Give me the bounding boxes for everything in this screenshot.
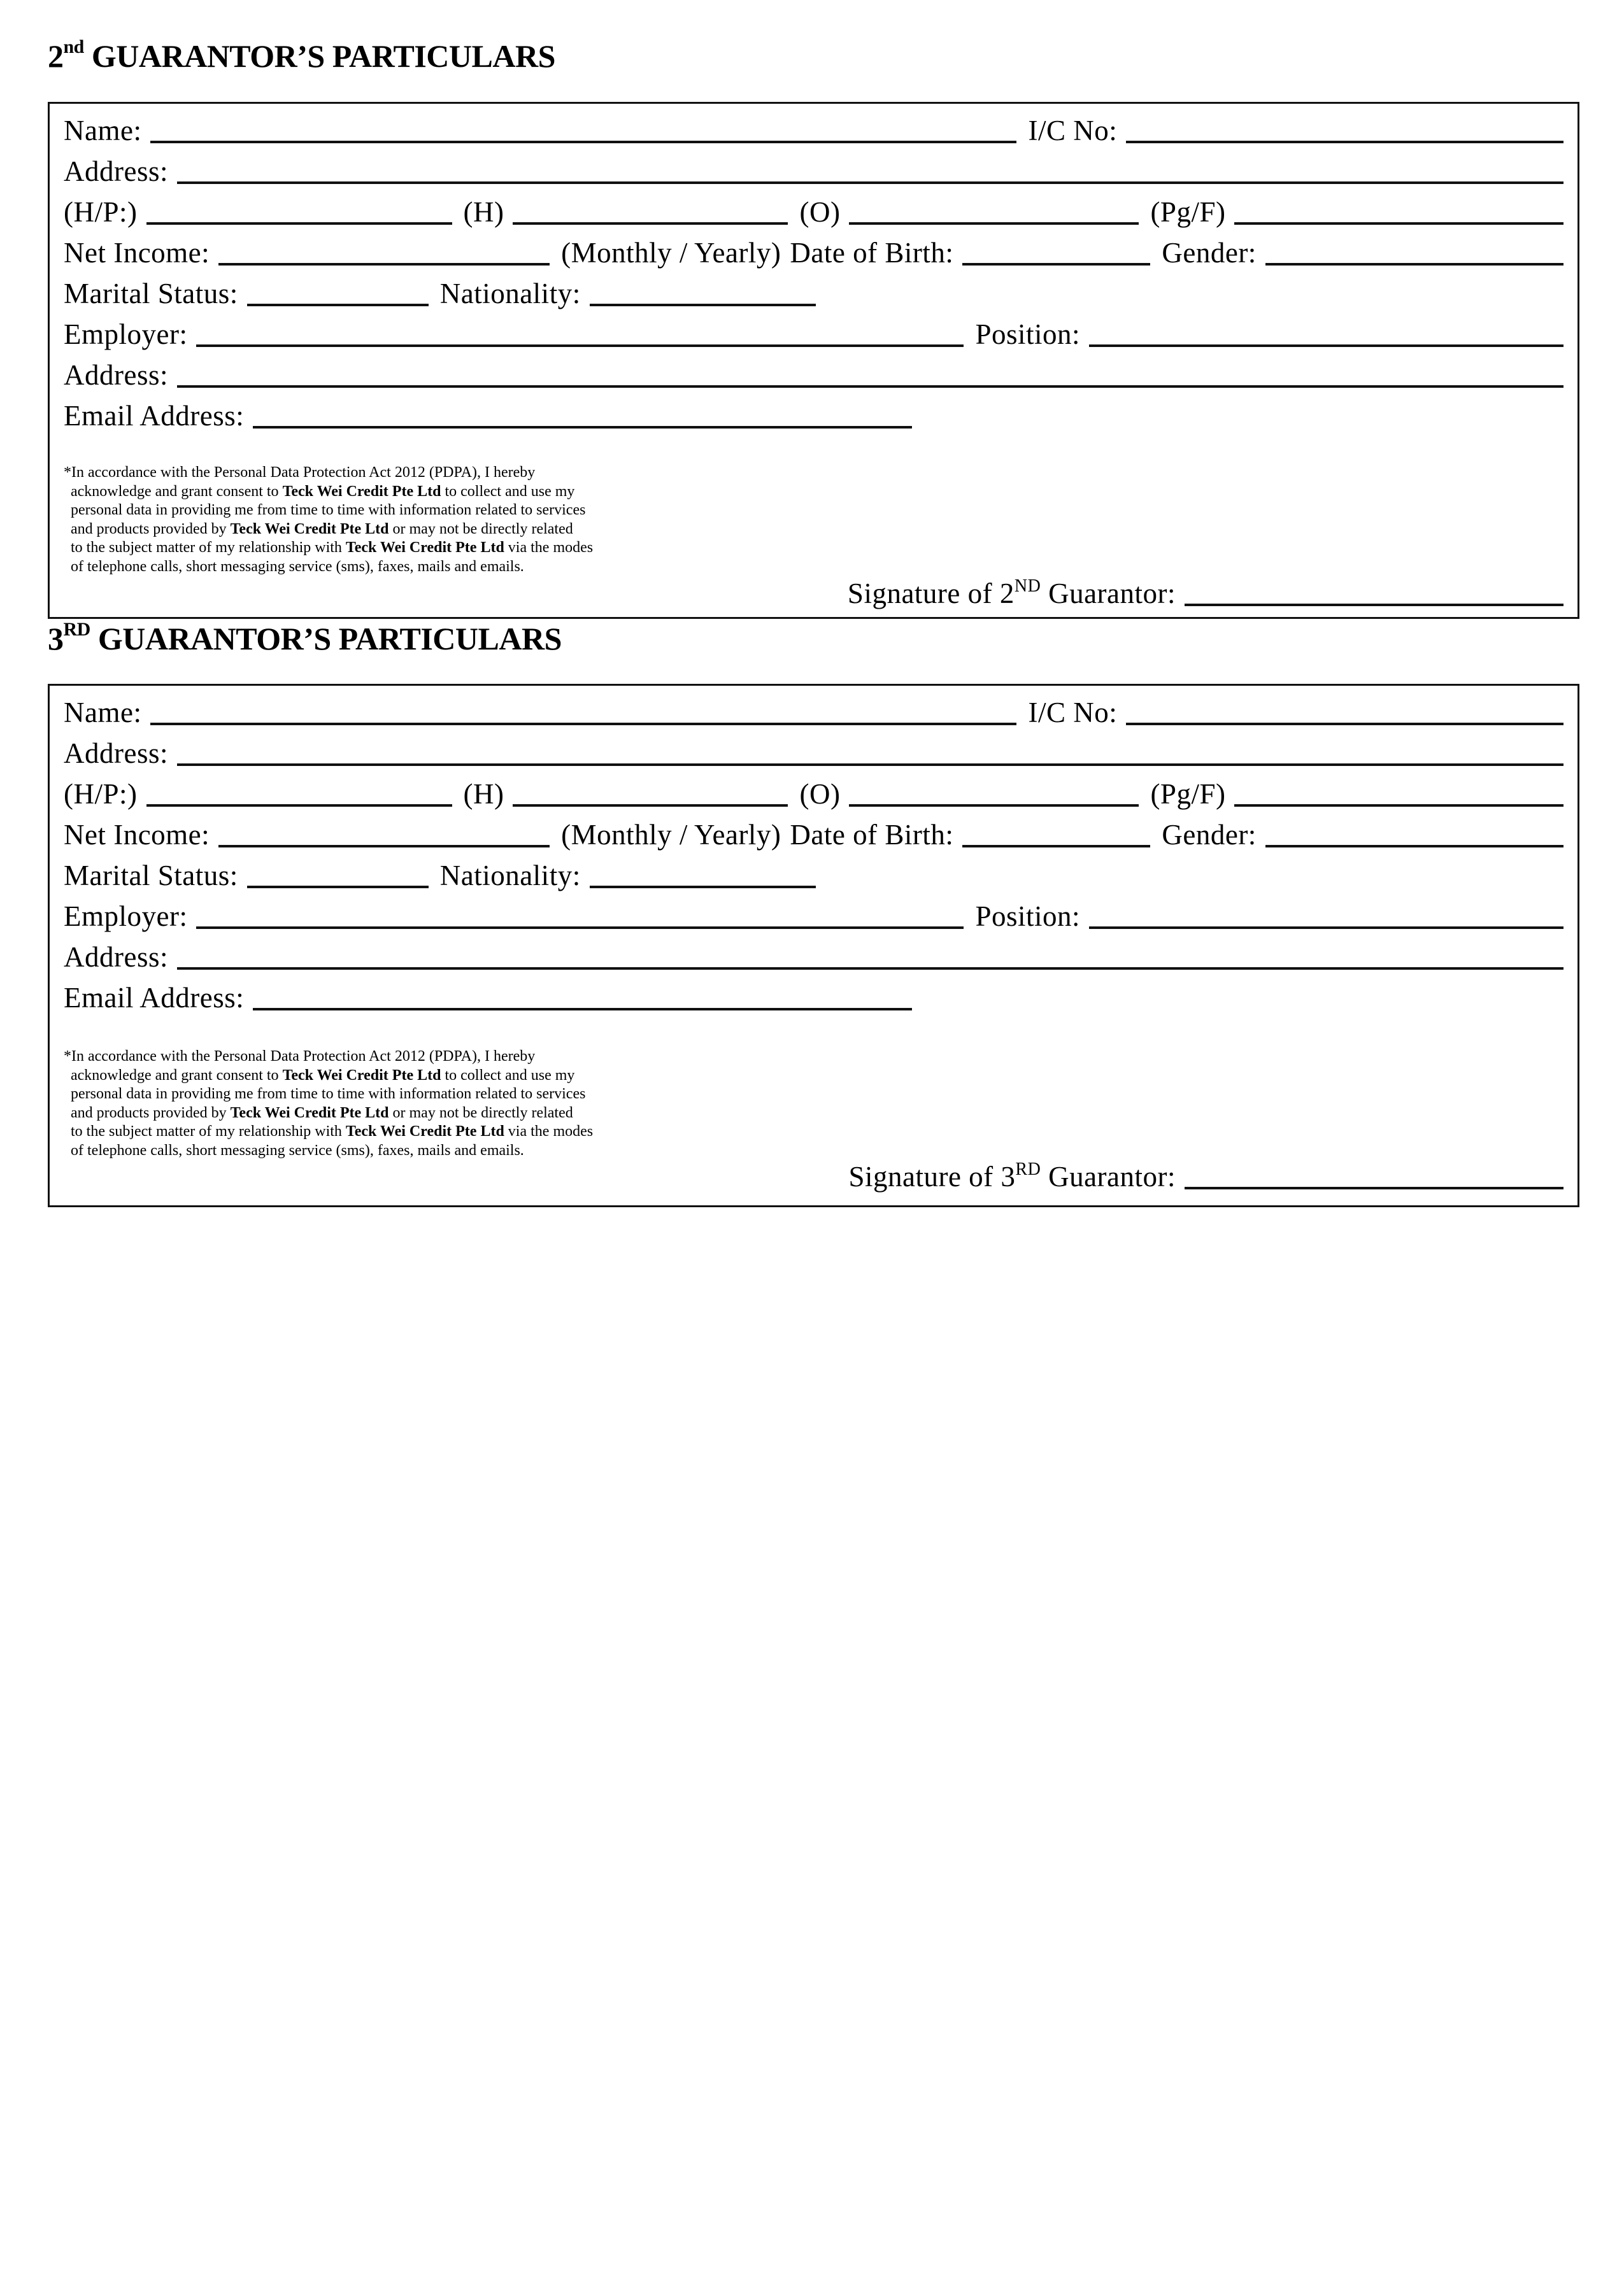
section-title	[48, 37, 1579, 75]
income-period-label: (Monthly / Yearly)	[561, 237, 781, 269]
employer-address-label: Address:	[64, 359, 168, 391]
address-label: Address:	[64, 155, 168, 187]
net-income-field[interactable]	[218, 817, 550, 847]
name-label: Name:	[64, 115, 142, 146]
employer-address-field[interactable]	[177, 939, 1563, 970]
row-name-ic	[64, 109, 1563, 147]
ic-no-label: I/C No:	[1028, 697, 1118, 728]
marital-status-label: Marital Status:	[64, 860, 238, 891]
marital-status-label: Marital Status:	[64, 278, 238, 309]
third-guarantor-section	[48, 619, 1579, 1193]
signature-field[interactable]	[1185, 576, 1563, 606]
employer-address-label: Address:	[64, 941, 168, 973]
name-label: Name:	[64, 697, 142, 728]
name-field[interactable]	[150, 113, 1016, 143]
row-phones	[64, 772, 1563, 811]
hp-label: (H/P:)	[64, 778, 138, 810]
employer-field[interactable]	[196, 316, 964, 347]
row-income-dob-gender	[64, 813, 1563, 851]
hp-field[interactable]	[146, 776, 452, 807]
dob-label: Date of Birth:	[790, 237, 954, 269]
net-income-label: Net Income:	[64, 819, 210, 851]
net-income-label: Net Income:	[64, 237, 210, 269]
row-employer-address	[64, 353, 1563, 392]
email-field[interactable]	[253, 398, 912, 429]
name-field[interactable]	[150, 695, 1016, 725]
pager-fax-field[interactable]	[1234, 776, 1563, 807]
guarantor-form-box	[48, 684, 1579, 1207]
ic-no-field[interactable]	[1126, 113, 1563, 143]
pdpa-line: acknowledge and grant consent to Teck Wei Credit Pte Ltd to collect and use my	[71, 1067, 575, 1084]
office-phone-label: (O)	[799, 196, 841, 228]
row-employer-position	[64, 313, 1563, 351]
pdpa-line: *In accordance with the Personal Data Protection Act 2012 (PDPA), I hereby	[64, 464, 536, 481]
pdpa-line: and products provided by Teck Wei Credit Pte Ltd or may not be directly related	[71, 520, 573, 537]
home-phone-field[interactable]	[513, 194, 788, 225]
dob-field[interactable]	[962, 235, 1150, 266]
company-name: Teck Wei Credit Pte Ltd	[230, 1104, 389, 1121]
pager-fax-label: (Pg/F)	[1150, 196, 1226, 228]
gender-label: Gender:	[1162, 819, 1257, 851]
row-marital-nationality	[64, 272, 1563, 310]
row-marital-nationality	[64, 854, 1563, 892]
email-label: Email Address:	[64, 400, 245, 432]
email-label: Email Address:	[64, 982, 245, 1014]
office-phone-field[interactable]	[849, 776, 1139, 807]
guarantor-form-box	[48, 102, 1579, 619]
company-name: Teck Wei Credit Pte Ltd	[345, 539, 504, 556]
pdpa-line: personal data in providing me from time to time with information related to services	[71, 1086, 586, 1102]
row-income-dob-gender	[64, 231, 1563, 269]
signature-row	[848, 1155, 1563, 1193]
pdpa-line: *In accordance with the Personal Data Protection Act 2012 (PDPA), I hereby	[64, 1048, 536, 1065]
signature-row	[848, 572, 1563, 610]
ic-no-field[interactable]	[1126, 695, 1563, 725]
company-name: Teck Wei Credit Pte Ltd	[345, 1123, 504, 1140]
nationality-field[interactable]	[590, 276, 816, 306]
employer-address-field[interactable]	[177, 357, 1563, 388]
gender-field[interactable]	[1265, 235, 1563, 266]
row-employer-position	[64, 895, 1563, 933]
marital-status-field[interactable]	[247, 858, 429, 888]
title-ordinal: 2	[48, 38, 64, 74]
home-phone-label: (H)	[463, 196, 504, 228]
nationality-field[interactable]	[590, 858, 816, 888]
pdpa-consent-text	[64, 464, 701, 576]
row-email	[64, 394, 1563, 432]
title-ordinal-suffix: RD	[63, 619, 90, 640]
employer-label: Employer:	[64, 900, 188, 932]
net-income-field[interactable]	[218, 235, 550, 266]
title-text: GUARANTOR’S PARTICULARS	[97, 621, 562, 656]
position-field[interactable]	[1089, 898, 1563, 929]
ic-no-label: I/C No:	[1028, 115, 1118, 146]
pdpa-line: personal data in providing me from time to time with information related to services	[71, 502, 586, 518]
pdpa-line: and products provided by Teck Wei Credit Pte Ltd or may not be directly related	[71, 1104, 573, 1121]
pager-fax-field[interactable]	[1234, 194, 1563, 225]
employer-field[interactable]	[196, 898, 964, 929]
employer-label: Employer:	[64, 318, 188, 350]
position-label: Position:	[975, 900, 1081, 932]
hp-field[interactable]	[146, 194, 452, 225]
office-phone-label: (O)	[799, 778, 841, 810]
email-field[interactable]	[253, 980, 912, 1010]
pdpa-line: of telephone calls, short messaging service (sms), faxes, mails and emails.	[71, 1142, 524, 1159]
signature-label: Signature of 3RD Guarantor:	[848, 1159, 1176, 1193]
row-phones	[64, 190, 1563, 229]
gender-label: Gender:	[1162, 237, 1257, 269]
row-name-ic	[64, 691, 1563, 729]
title-text: GUARANTOR’S PARTICULARS	[91, 38, 555, 74]
row-employer-address	[64, 935, 1563, 974]
nationality-label: Nationality:	[439, 278, 581, 309]
pdpa-consent-text	[64, 1047, 701, 1160]
pdpa-line: to the subject matter of my relationship with Teck Wei Credit Pte Ltd via the modes	[71, 1123, 594, 1140]
section-title	[48, 620, 1579, 658]
row-email	[64, 976, 1563, 1014]
nationality-label: Nationality:	[439, 860, 581, 891]
home-phone-label: (H)	[463, 778, 504, 810]
gender-field[interactable]	[1265, 817, 1563, 847]
address-field[interactable]	[177, 735, 1563, 766]
second-guarantor-section	[48, 36, 1579, 609]
signature-label: Signature of 2ND Guarantor:	[847, 576, 1176, 609]
title-ordinal-suffix: nd	[63, 36, 84, 57]
pager-fax-label: (Pg/F)	[1150, 778, 1226, 810]
hp-label: (H/P:)	[64, 196, 138, 228]
company-name: Teck Wei Credit Pte Ltd	[230, 520, 389, 537]
row-address	[64, 150, 1563, 188]
row-address	[64, 732, 1563, 770]
home-phone-field[interactable]	[513, 776, 788, 807]
signature-field[interactable]	[1185, 1159, 1563, 1189]
pdpa-line: acknowledge and grant consent to Teck Wei Credit Pte Ltd to collect and use my	[71, 483, 575, 500]
address-field[interactable]	[177, 153, 1563, 184]
income-period-label: (Monthly / Yearly)	[561, 819, 781, 851]
title-ordinal: 3	[48, 621, 64, 656]
company-name: Teck Wei Credit Pte Ltd	[282, 483, 441, 500]
dob-label: Date of Birth:	[790, 819, 954, 851]
address-label: Address:	[64, 737, 168, 769]
marital-status-field[interactable]	[247, 276, 429, 306]
company-name: Teck Wei Credit Pte Ltd	[282, 1067, 441, 1084]
pdpa-line: to the subject matter of my relationship with Teck Wei Credit Pte Ltd via the modes	[71, 539, 594, 556]
pdpa-line: of telephone calls, short messaging service (sms), faxes, mails and emails.	[71, 558, 524, 575]
dob-field[interactable]	[962, 817, 1150, 847]
position-label: Position:	[975, 318, 1081, 350]
position-field[interactable]	[1089, 316, 1563, 347]
office-phone-field[interactable]	[849, 194, 1139, 225]
